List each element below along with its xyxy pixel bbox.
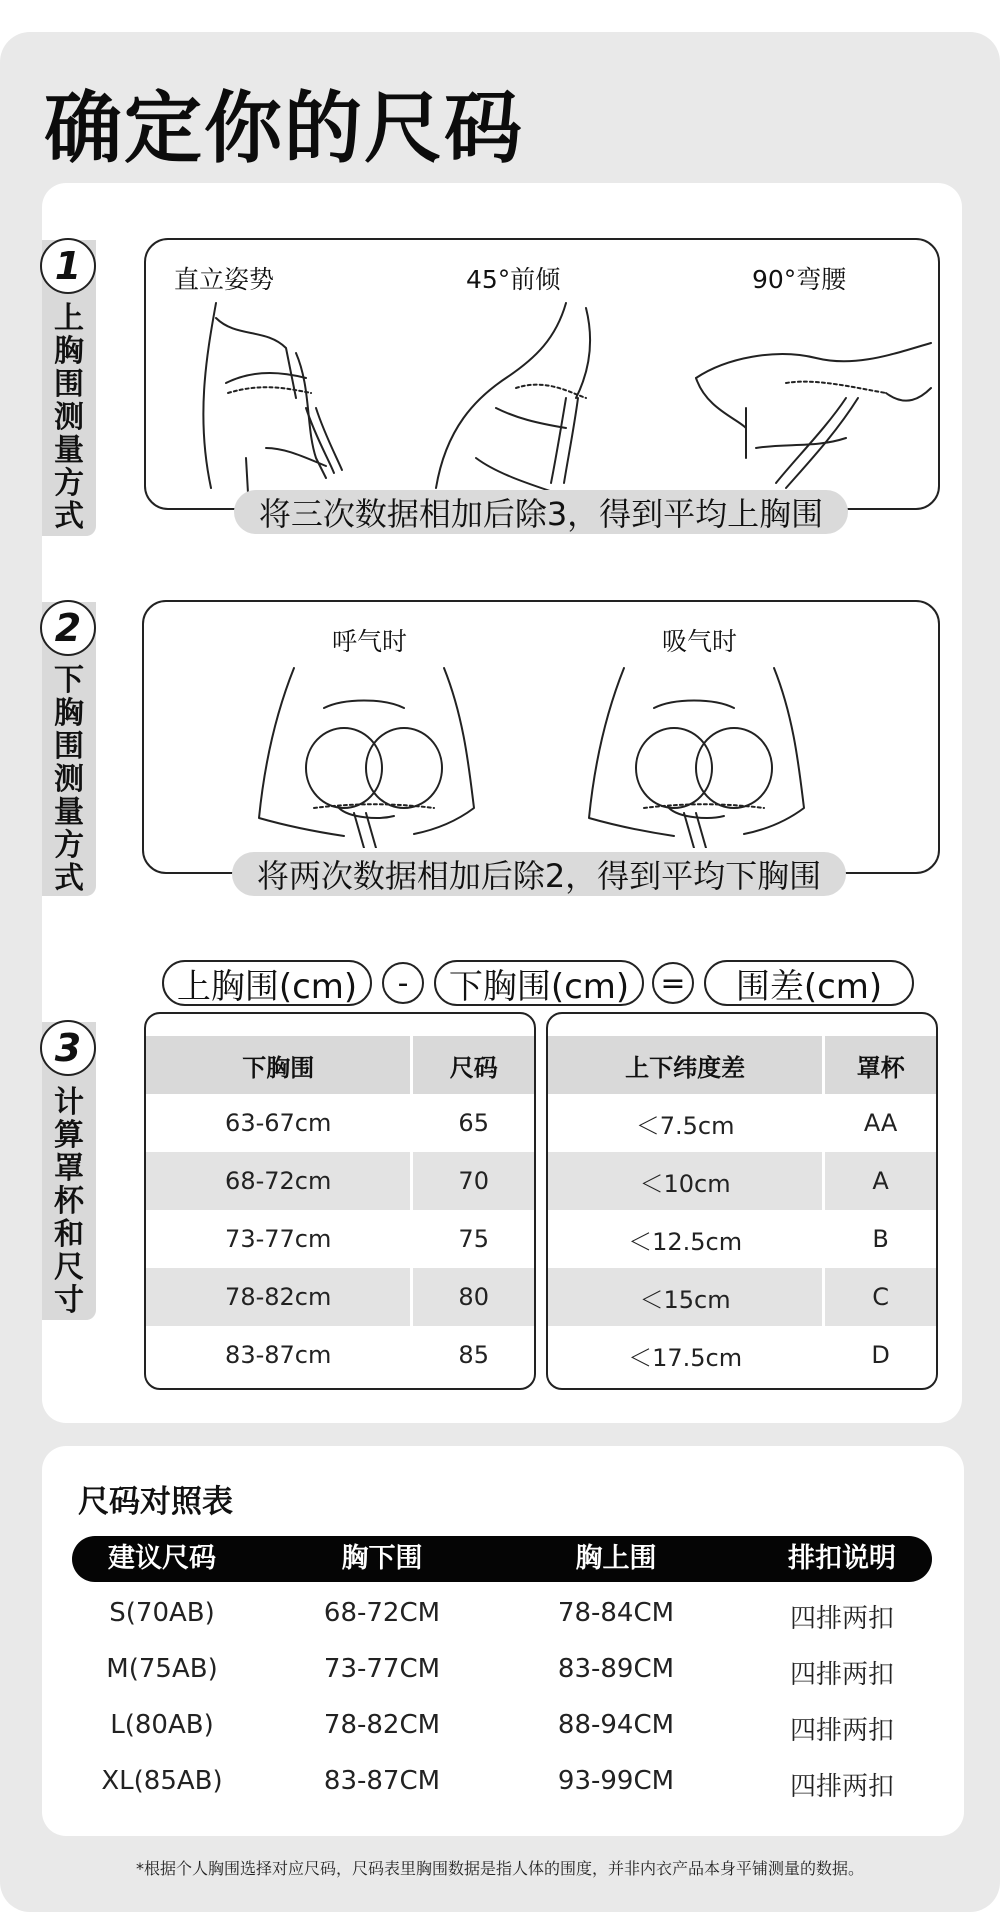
step-2-note: 将两次数据相加后除2，得到平均下胸围	[232, 852, 846, 896]
step-2-panel	[142, 600, 940, 874]
inhale-figure-illustration	[584, 658, 814, 848]
size-chart-card	[42, 1446, 964, 1836]
table-header-row	[146, 1036, 534, 1094]
table-row	[146, 1152, 534, 1210]
table-row	[72, 1710, 932, 1750]
upright-figure-illustration	[166, 298, 376, 498]
step-2-number: 2	[40, 600, 96, 656]
step-2-label: 下胸围测量方式	[54, 663, 84, 896]
step-1-tab	[42, 240, 96, 536]
bend-90-figure-illustration	[686, 298, 936, 498]
table-row	[146, 1326, 534, 1384]
table-cell: S(70AB)	[109, 1598, 215, 1628]
page-title: 确定你的尺码	[44, 84, 525, 174]
table-cell: 68-72CM	[323, 1598, 441, 1628]
size-chart-title: 尺码对照表	[78, 1484, 233, 1520]
table-cell: M(75AB)	[106, 1654, 218, 1684]
table-row	[548, 1268, 936, 1326]
cup-size-table	[546, 1012, 938, 1390]
table-header-cell: 罩杯	[824, 1036, 936, 1094]
table-cell: ＜12.5cm	[548, 1210, 824, 1268]
table-cell: 68-72cm	[146, 1152, 412, 1210]
table-cell: 四排两扣	[789, 1716, 894, 1746]
table-cell: ＜10cm	[548, 1152, 824, 1210]
table-row	[548, 1094, 936, 1152]
step-3-tab	[42, 1022, 96, 1320]
table-header-cell: 下胸围	[146, 1036, 412, 1094]
figure-label-45-lean: 45°前倾	[466, 265, 561, 294]
band-size-table	[144, 1012, 536, 1390]
table-cell: 83-87cm	[146, 1326, 412, 1384]
table-cell: ＜17.5cm	[548, 1326, 824, 1384]
size-chart-header-cell: 胸下围	[341, 1543, 423, 1574]
step-1-number: 1	[40, 238, 96, 294]
table-header-row	[548, 1036, 936, 1094]
size-chart-header-cell: 胸上围	[575, 1543, 657, 1574]
table-cell: 78-82CM	[323, 1710, 441, 1740]
table-cell: 四排两扣	[789, 1660, 894, 1690]
figure-label-inhale: 吸气时	[662, 627, 738, 656]
table-row	[72, 1654, 932, 1694]
table-cell: 93-99CM	[557, 1766, 675, 1796]
table-row	[146, 1094, 534, 1152]
table-row	[548, 1152, 936, 1210]
exhale-figure-illustration	[254, 658, 484, 848]
table-row	[72, 1598, 932, 1638]
table-cell: 78-82cm	[146, 1268, 412, 1326]
footnote: *根据个人胸围选择对应尺码，尺码表里胸围数据是指人体的围度，并非内衣产品本身平铺测量的数据。	[135, 1859, 864, 1878]
table-cell: ＜15cm	[548, 1268, 824, 1326]
step-1-label: 上胸围测量方式	[54, 301, 84, 534]
table-header-cell: 上下纬度差	[548, 1036, 824, 1094]
figure-label-exhale: 呼气时	[332, 627, 408, 656]
formula-under-bust: 下胸围(cm)	[434, 960, 644, 1006]
table-cell: 四排两扣	[789, 1604, 894, 1634]
size-chart-header-cell: 排扣说明	[788, 1543, 896, 1574]
table-cell: 80	[412, 1268, 534, 1326]
table-cell: 88-94CM	[557, 1710, 675, 1740]
table-row	[146, 1210, 534, 1268]
table-cell: XL(85AB)	[101, 1766, 223, 1796]
table-row	[548, 1326, 936, 1384]
table-cell: B	[872, 1225, 889, 1253]
size-chart-header	[72, 1536, 932, 1582]
table-cell: 75	[458, 1225, 489, 1253]
table-cell: 73-77CM	[323, 1654, 441, 1684]
table-cell: 83-89CM	[557, 1654, 675, 1684]
table-cell: A	[824, 1152, 936, 1210]
table-cell: 70	[412, 1152, 534, 1210]
table-cell: L(80AB)	[110, 1710, 214, 1740]
table-cell: 四排两扣	[789, 1772, 894, 1802]
table-cell: 85	[458, 1341, 489, 1369]
table-row	[72, 1766, 932, 1806]
table-cell: 83-87CM	[323, 1766, 441, 1796]
table-cell: C	[824, 1268, 936, 1326]
table-cell: 63-67cm	[146, 1094, 412, 1152]
table-row	[146, 1268, 534, 1326]
step-1-note: 将三次数据相加后除3，得到平均上胸围	[234, 490, 848, 534]
table-cell: AA	[863, 1109, 898, 1137]
formula-upper-bust: 上胸围(cm)	[162, 960, 372, 1006]
figure-label-upright: 直立姿势	[174, 265, 275, 294]
table-row	[548, 1210, 936, 1268]
table-cell: 78-84CM	[557, 1598, 675, 1628]
formula-minus: -	[382, 962, 424, 1004]
step-2-tab	[42, 602, 96, 896]
figure-label-90-bend: 90°弯腰	[752, 265, 847, 294]
size-chart-header-cell: 建议尺码	[108, 1543, 216, 1574]
lean-45-figure-illustration	[416, 298, 656, 498]
step-3-number: 3	[40, 1020, 96, 1076]
table-cell: D	[871, 1341, 890, 1369]
step-1-panel	[144, 238, 940, 510]
table-cell: ＜7.5cm	[548, 1094, 824, 1152]
formula-equals: =	[652, 962, 694, 1004]
step-3-label: 计算罩杯和尺寸	[54, 1085, 84, 1318]
table-cell: 65	[458, 1109, 489, 1137]
formula-difference: 围差(cm)	[704, 960, 914, 1006]
table-header-cell: 尺码	[412, 1036, 534, 1094]
table-cell: 73-77cm	[146, 1210, 412, 1268]
